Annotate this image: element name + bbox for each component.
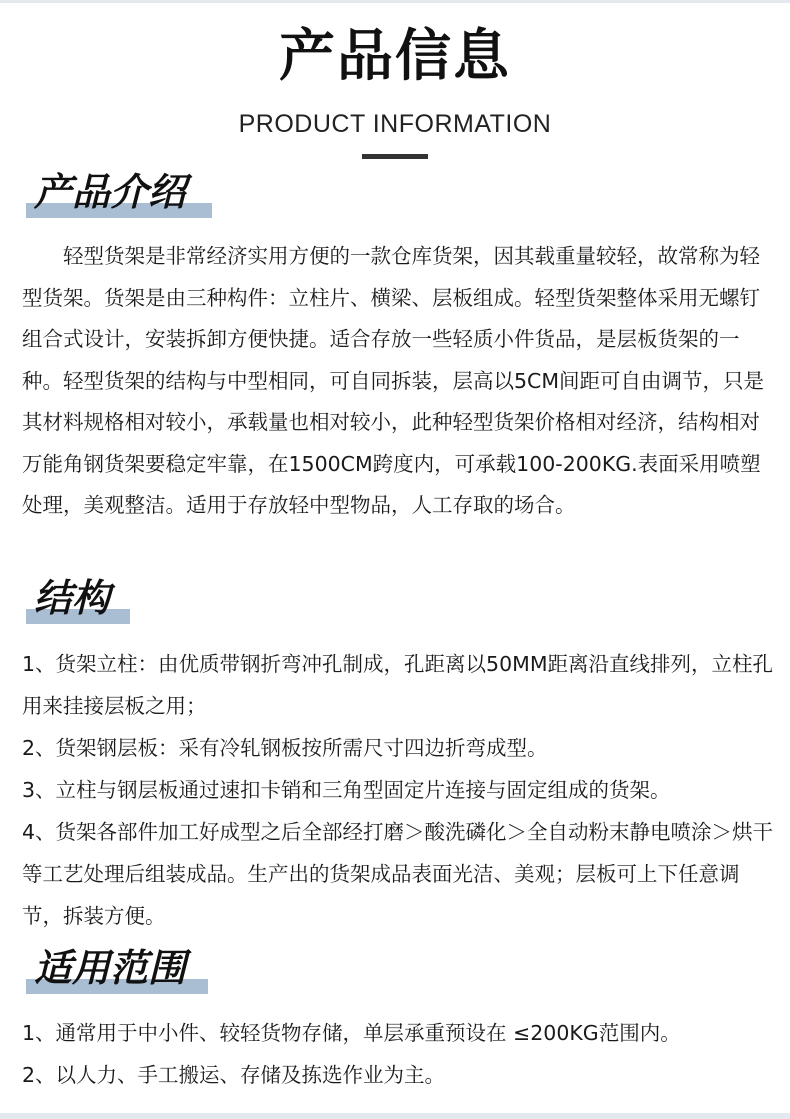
structure-item: 3、立柱与钢层板通过速扣卡销和三角型固定片连接与固定组成的货架。: [22, 778, 671, 802]
title-divider: [362, 154, 428, 159]
structure-item: 2、货架钢层板：采有冷轧钢板按所需尺寸四边折弯成型。: [22, 736, 548, 760]
structure-heading: [26, 576, 136, 624]
structure-item: 4、货架各部件加工好成型之后全部经打磨＞酸洗磷化＞全自动粉末静电喷涂＞烘干等工艺处理后组装成品。生产出的货架成品表面光洁、美观；层板可上下任意调节，拆装方便。: [22, 820, 774, 928]
scope-heading-text: 适用范围: [34, 946, 187, 990]
scope-heading: [26, 946, 216, 994]
bottom-edge-strip: [0, 1113, 790, 1119]
intro-heading: [26, 170, 216, 218]
structure-heading-text: 结构: [34, 576, 111, 620]
intro-heading-text: 产品介绍: [34, 170, 187, 214]
scope-item: 2、以人力、手工搬运、存储及拣选作业为主。: [22, 1063, 446, 1087]
structure-item: 1、货架立柱：由优质带钢折弯冲孔制成，孔距离以50MM距离沿直线排列，立柱孔用来挂接层板之用；: [22, 652, 774, 718]
top-edge-strip: [0, 0, 790, 3]
intro-paragraph: 轻型货架是非常经济实用方便的一款仓库货架，因其载重量较轻，故常称为轻型货架。货架是由三种构件：立柱片、横梁、层板组成。轻型货架整体采用无螺钉组合式设计，安装拆卸方便快捷。适合存放一些轻质小件货品，是层板货架的一种。轻型货架的结构与中型相同，可自同拆装，层高以5CM间距可自由调节，只是其材料规格相对较小，承载量也相对较小，此种轻型货架价格相对经济，结构相对万能角钢货架要稳定牢靠，在1500CM跨度内，可承载100-200KG.表面采用喷塑处理，美观整洁。适用于存放轻中型物品，人工存取的场合。: [22, 244, 765, 517]
page-title: 产品信息: [279, 24, 511, 89]
structure-list: [22, 643, 778, 937]
scope-item: 1、通常用于中小件、较轻货物存储，单层承重预设在 ≤200KG范围内。: [22, 1021, 681, 1045]
page-subtitle: PRODUCT INFORMATION: [238, 110, 552, 138]
scope-list: [22, 1012, 778, 1096]
